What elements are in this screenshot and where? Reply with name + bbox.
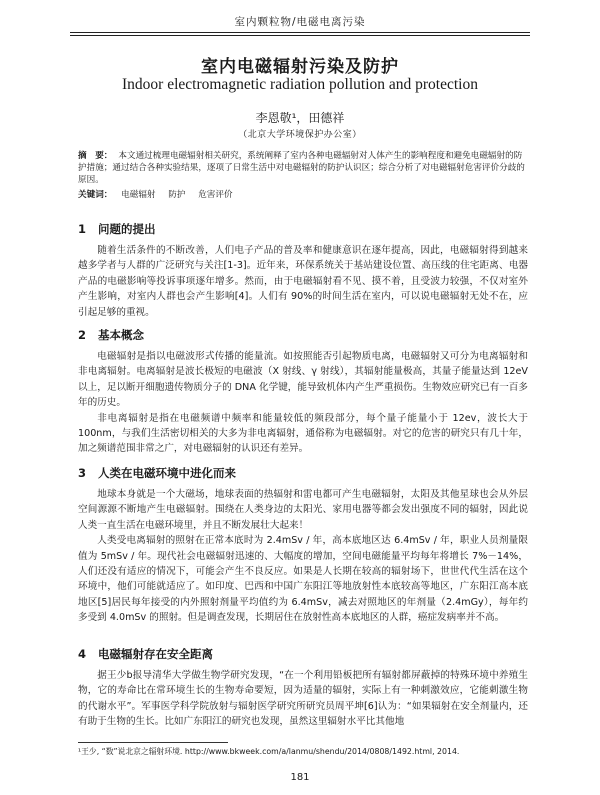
header-rule-top [70,32,530,33]
section-2 [78,327,528,457]
keyword: 危害评价 [198,190,233,200]
paragraph: 随着生活条件的不断改善，人们电子产品的普及率和健康意识在逐年提高，因此，电磁辐射得到越来越多学者与人群的广泛研究与关注[1-3]。近年来，环保系统关于基站建设位置、高压线的住宅距离、电器产品的电磁影响等投诉事项逐年增多。然而，由于电磁辐射看不见、摸不着，且受波力较强，不仅对室外产生影响，对室内人群也会产生影响[4]。人们有 90%的时间生活在室内，可以说电磁辐射无处不在，应引起足够的重视。 [78,245,528,318]
section-heading [78,327,528,343]
title-en: Indoor electromagnetic radiation pollution and protection [122,76,478,93]
paragraph: 地球本身就是一个大磁场，地球表面的热辐射和雷电都可产生电磁辐射，太阳及其他星球也会从外层空间源源不断地产生电磁辐射。围绕在人类身边的太阳光、家用电器等都会发出强度不同的辐射，因此说人类一直生活在电磁环境里，并且不断发展壮大起来！ [78,489,528,531]
section-3 [78,465,528,626]
title-cn: 室内电磁辐射污染及防护 [201,57,399,77]
section-heading [78,221,528,237]
section-heading [78,646,528,662]
header-rule-bottom [70,35,530,36]
running-head: 室内颗粒物/电磁电离污染 [234,16,366,28]
paragraph: 非电离辐射是指在电磁频谱中频率和能量较低的频段部分，每个量子能量小于 12ev，波长大于100nm，与我们生活密切相关的大多为非电离辐射，通俗称为电磁辐射。对它的危害的研究只有几十年，加之频谱范围非常之广，对电磁辐射的认识还有差异。 [78,412,528,455]
keywords-label: 关键词： [78,190,113,200]
page-number: 181 [290,772,310,783]
section-title: 人类在电磁环境中进化而来 [98,466,237,480]
section-number: 1 [78,222,87,236]
section-number: 4 [78,647,87,661]
section-4 [78,646,528,730]
keyword: 电磁辐射 [121,190,156,200]
abstract-label: 摘 要： [78,151,113,161]
keyword: 防护 [168,190,186,200]
abstract [78,150,528,186]
paragraph: 人类受电离辐射的照射在正常本底时为 2.4mSv / 年，高本底地区达 6.4mSv / 年，职业人员剂量限值为 5mSv / 年。现代社会电磁辐射迅速的、大幅度的增加，空间电磁能量平均每年将增长 7%－14%，人们还没有适应的情况下，可能会产生不良反应。如果是人长期在较高的辐射场下，世世代代生活在这个环境中，他们可能就适应了。如印度、巴西和中国广东阳江等地放射性本底较高等地区，广东阳江高本底地区[5]居民每年接受的内外照射剂量平均值约为 6.4mSv，减去对照地区的年剂量（2.4mGy），每年约多受到 4.0mSv 的照射。但是调查发现，长期居住在放射性高本底地区的人群，癌症发病率并不高。 [78,535,528,624]
section-1 [78,221,528,320]
section-title: 问题的提出 [98,222,156,236]
paragraph: 据王少b报导清华大学做生物学研究发现，“在一个利用铅板把所有辐射都屏蔽掉的特殊环境中养殖生物，它的寿命比在常环境生长的生物寿命要短，因为适量的辐射，实际上有一种刺激效应，它能刺激生物的代谢水平”。军事医学科学院放射与辐射医学研究所研究员周平坤[6]认为：“如果辐射在安全剂量内，还有助于生物的生长。比如广东阳江的研究也发现，虽然这里辐射水平比其他地 [78,670,528,728]
section-number: 2 [78,328,87,342]
affiliation: （北京大学环境保护办公室） [238,130,362,140]
section-number: 3 [78,466,87,480]
section-title: 电磁辐射存在安全距离 [98,647,214,661]
section-heading [78,465,528,481]
paragraph: 电磁辐射是指以电磁波形式传播的能量流。如按照能否引起物质电离，电磁辐射又可分为电离辐射和非电离辐射。电离辐射是波长极短的电磁波（X 射线、γ 射线），其辐射能量极高，其量子能量达到 12eV 以上，足以断开细胞遗传物质分子的 DNA 化学键，能导致机体内产生严重损伤。生物效应研究已有一百多年的历史。 [78,351,528,409]
footnote: ¹王少, “数”说北京之辐射环境. http://www.bkweek.com/a/lanmu/shendu/2014/0808/1492.html, 2014. [78,747,460,756]
keywords [78,188,528,200]
section-title: 基本概念 [98,328,145,342]
footnote-rule [78,742,228,743]
abstract-text: 本文通过梳理电磁辐射相关研究，系统阐释了室内各种电磁辐射对人体产生的影响程度和避免电磁辐射的防护措施；通过结合各种实验结果，逐项了日常生活中对电磁辐射的防护认识区；综合分析了对电磁辐射危害评价分歧的原因。 [78,151,525,185]
authors: 李恩敬¹，田德祥 [255,111,345,125]
